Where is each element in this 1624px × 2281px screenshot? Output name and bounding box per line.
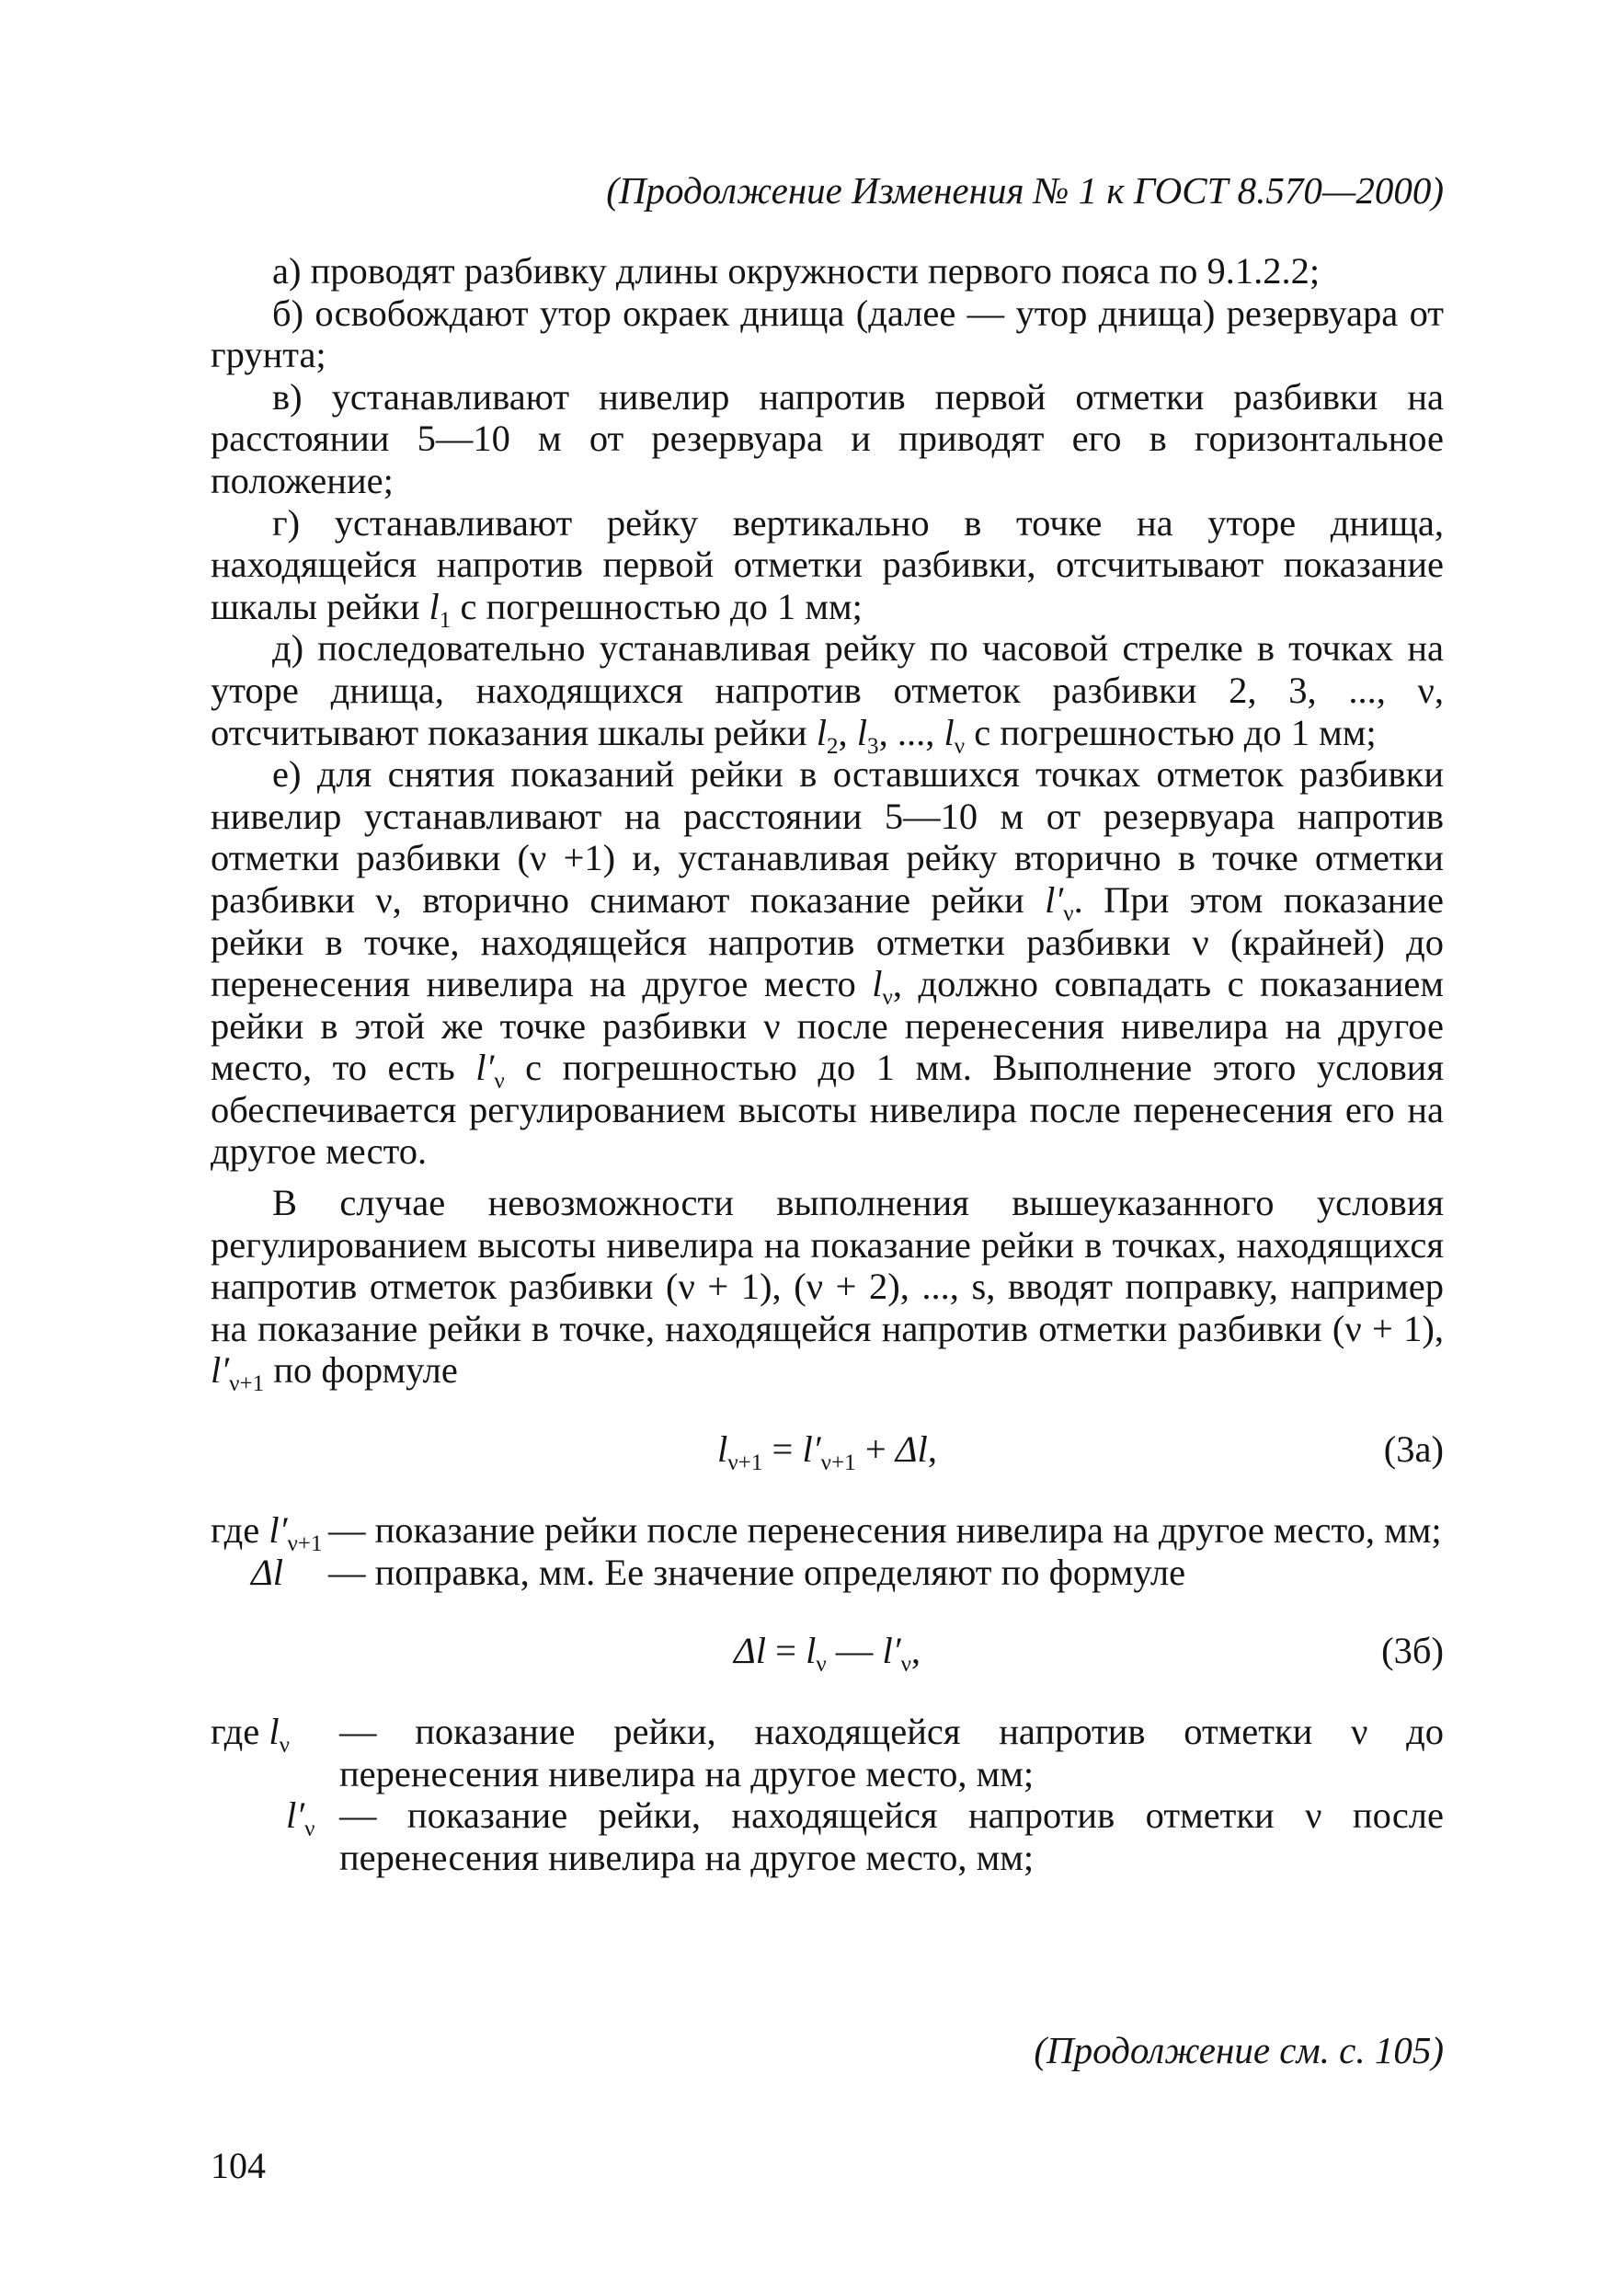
definition-row: где $l'_{\nu+1}$ — показание рейки после перенесения нивелира на другое место, мм; — [211, 1509, 1444, 1552]
symbol-l-nu: $l_\nu$ — [872, 963, 893, 1010]
definition-text: — поправка, мм. Ее значение определяют по формуле — [328, 1551, 1186, 1593]
symbol-l-prime-nu: $l'_\nu$ — [475, 1047, 505, 1095]
correction-paragraph: В случае невозможности выполнения вышеуказанного условия регулированием высоты нивелира на показание рейки в точках, находящихся напротив отметок разбивки (ν + 1), (ν + 2), ..., s, вводят поправку, например на показание рейки в точке, находящейся напротив отметки разбивки (ν + 1), $l'_{\nu+1}$ по формуле — [211, 1182, 1444, 1397]
item-d: д) последовательно устанавливая рейку по часовой стрелке в точках на уторе днища, находящихся напротив отметок разбивки 2, 3, ..., ν, отсчитывают показания шкалы рейки $l_2$, $l_3$, ..., $l_\nu$ с погрешностью до 1 мм; — [211, 627, 1444, 759]
symbol-l-prime-nu: $l'_\nu$ — [1045, 878, 1074, 926]
item-b: б) освобождают утор окраек днища (далее — утор днища) резервуара от грунта; — [211, 292, 1444, 376]
formula-3a — [211, 1416, 1444, 1504]
formula-3a-expression: $l_{\nu+1} = l'_{\nu+1} + \Delta l$, — [717, 1428, 937, 1475]
symbol-l2: $l_2$ — [816, 711, 839, 759]
definition-text: — показание рейки после перенесения нивелира на другое место, мм; — [328, 1509, 1442, 1552]
symbol-l3: $l_3$ — [856, 711, 879, 759]
definitions-3a — [211, 1509, 1444, 1593]
item-v: в) устанавливают нивелир напротив первой отметки разбивки на расстоянии 5—10 м от резервуара и приводят его в горизонтальное положение; — [211, 375, 1444, 501]
formula-3a-number: (3а) — [1383, 1428, 1444, 1471]
symbol-l-nu: $l_\nu$ — [944, 711, 966, 759]
formula-3b-number: (3б) — [1381, 1630, 1444, 1672]
page-number: 104 — [211, 2145, 266, 2186]
continuation-note: (Продолжение см. с. 105) — [1034, 2029, 1444, 2071]
symbol-l-prime-nu1: $l'_{\nu+1}$ — [211, 1349, 265, 1397]
definition-row: где $l_\nu$ — показание рейки, находящейся напротив отметки ν до перенесения нивелира на другое место, мм; — [211, 1711, 1444, 1794]
definitions-3b — [211, 1711, 1444, 1878]
symbol-l1: $l_1$ — [429, 585, 452, 633]
formula-3b-expression: $\Delta l = l_\nu$ — $l'_\nu$, — [733, 1630, 921, 1677]
page-body — [211, 250, 1444, 1879]
definition-text: — показание рейки, находящейся напротив отметки ν до перенесения нивелира на другое место, мм; — [339, 1711, 1444, 1794]
definition-row: $l'_\nu$ — показание рейки, находящейся напротив отметки ν после перенесения нивелира на другое место, мм; — [286, 1794, 1444, 1878]
item-a: а) проводят разбивку длины окружности первого пояса по 9.1.2.2; — [272, 250, 1321, 292]
item-g: г) устанавливают рейку вертикально в точке на уторе днища, находящейся напротив первой отметки разбивки, отсчитывают показание шкалы рейки $l_1$ с погрешностью до 1 мм; — [211, 501, 1444, 633]
definition-text: — показание рейки, находящейся напротив отметки ν после перенесения нивелира на другое место, мм; — [339, 1794, 1444, 1878]
item-e: е) для снятия показаний рейки в оставшихся точках отметок разбивки нивелир устанавливают на расстоянии 5—10 м от резервуара напротив отметки разбивки (ν +1) и, устанавливая рейку вторично в точке отметки разбивки ν, вторично снимают показание рейки $l'_\nu$. При этом показание рейки в точке, находящейся напротив отметки разбивки ν (крайней) до перенесения нивелира на другое место $l_\nu$, должно совпадать с показанием рейки в этой же точке разбивки ν после перенесения нивелира на другое место, то есть $l'_\nu$ с погрешностью до 1 мм. Выполнение этого условия обеспечивается регулированием высоты нивелира после перенесения его на другое место. — [211, 753, 1444, 1173]
formula-3b — [211, 1617, 1444, 1705]
page-header: (Продолжение Изменения № 1 к ГОСТ 8.570—2000) — [606, 169, 1444, 212]
definition-row: Δl — поправка, мм. Ее значение определяют по формуле — [211, 1552, 1444, 1594]
